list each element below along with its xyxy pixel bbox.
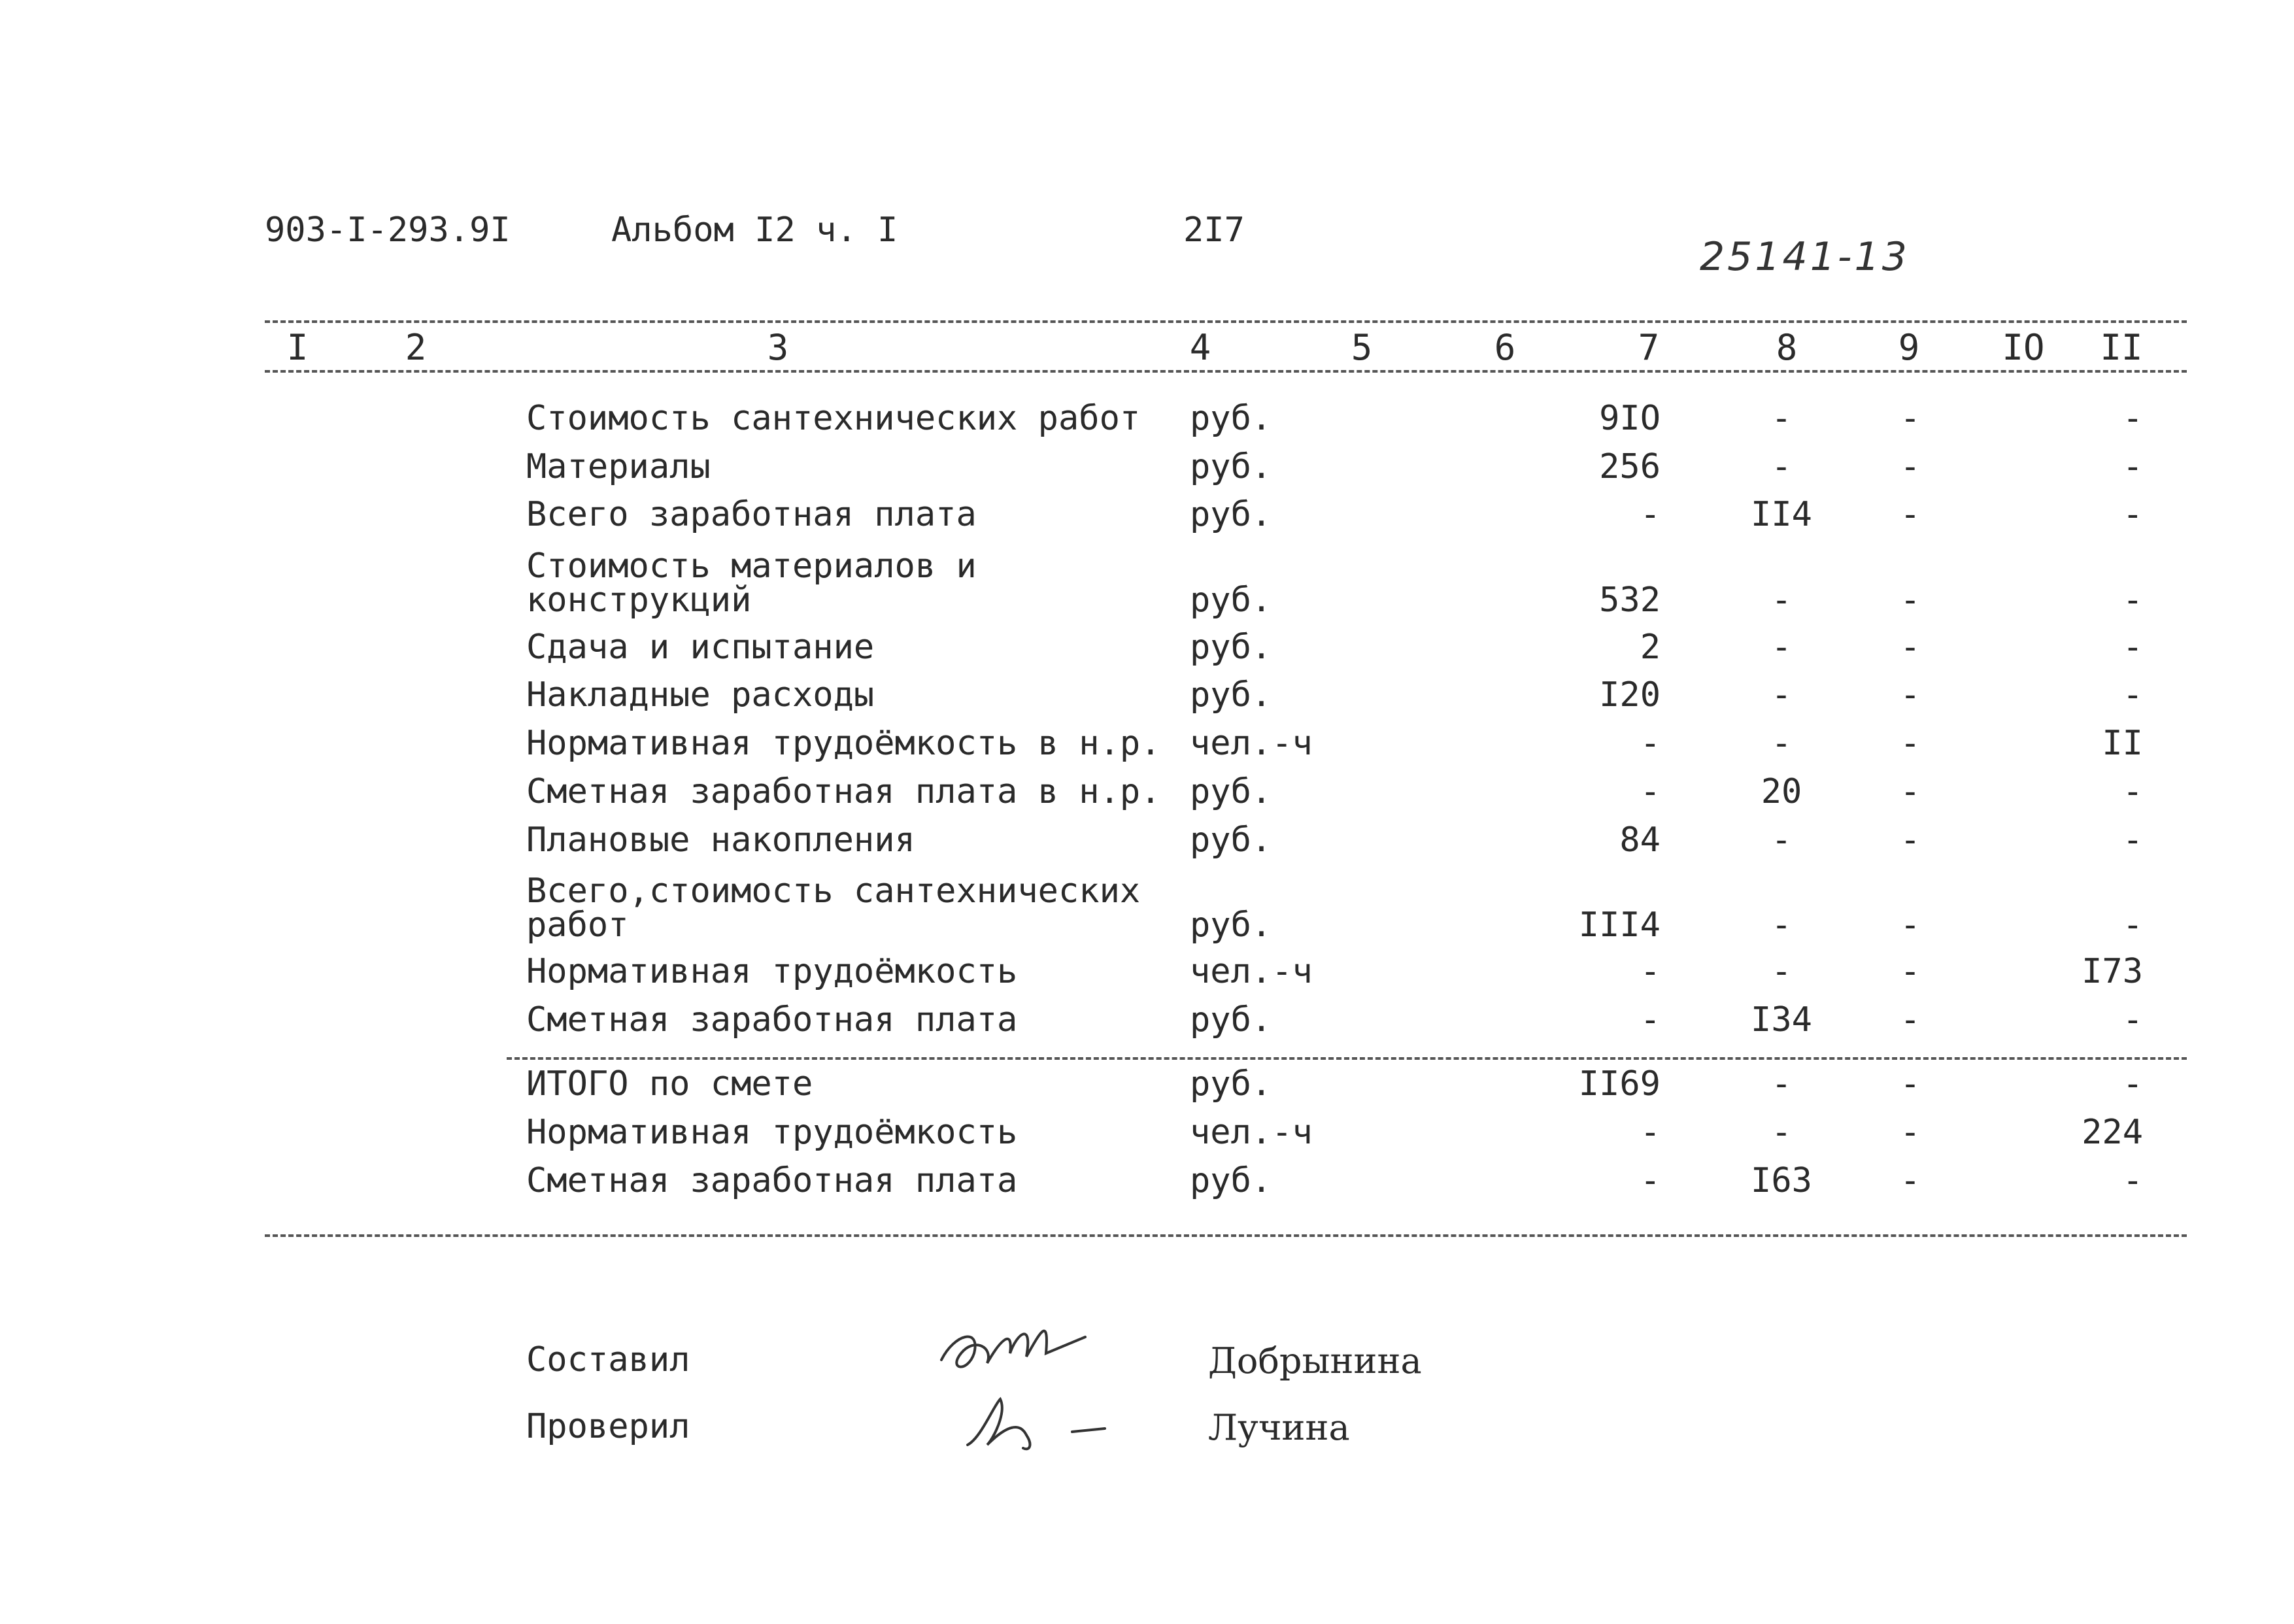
row-name-line: Сметная заработная плата (526, 1000, 1018, 1040)
row-unit: руб. (1190, 447, 1272, 486)
column-number: I (286, 327, 309, 368)
row-unit: чел.-ч (1190, 1113, 1313, 1152)
column-number: 8 (1776, 327, 1798, 368)
row-value-col9: - (1900, 1064, 1921, 1104)
row-value-col8: II4 (1751, 495, 1812, 534)
row-value-col7: 2 (1640, 628, 1661, 667)
subtotal-rule (507, 1057, 2187, 1060)
compiler-signature (935, 1308, 1092, 1393)
row-value-col9: - (1900, 724, 1921, 763)
document-code: 903-I-293.9I (265, 211, 511, 250)
checker-name: Лучина (1208, 1407, 1350, 1448)
row-value-col7: 256 (1599, 447, 1661, 486)
row-unit: руб. (1190, 1064, 1272, 1104)
row-value-col9: - (1900, 952, 1921, 991)
row-value-col8: - (1771, 1064, 1792, 1104)
row-value-col7: 9IO (1599, 399, 1661, 438)
row-name-line: Сдача и испытание (526, 628, 875, 667)
row-value-col7: - (1640, 1113, 1661, 1152)
row-value-col11: - (2122, 399, 2143, 438)
row-name-line: Всего заработная плата (526, 495, 977, 534)
row-value-col8: I63 (1751, 1161, 1812, 1200)
compiled-by-label: Составил (526, 1340, 690, 1379)
row-value-col9: - (1900, 772, 1921, 811)
row-unit: руб. (1190, 1161, 1272, 1200)
row-unit: руб. (1190, 905, 1272, 945)
row-value-col9: - (1900, 628, 1921, 667)
column-number: 9 (1898, 327, 1920, 368)
row-value-col9: - (1900, 447, 1921, 486)
row-name-line: ИТОГО по смете (526, 1064, 813, 1104)
row-value-col7: - (1640, 952, 1661, 991)
row-value-col9: - (1900, 399, 1921, 438)
row-value-col9: - (1900, 581, 1921, 620)
row-value-col8: - (1771, 675, 1792, 715)
row-unit: руб. (1190, 495, 1272, 534)
column-number: 6 (1494, 327, 1516, 368)
row-name-line: Всего,стоимость сантехнических (526, 871, 1141, 911)
row-name-line: Материалы (526, 447, 711, 486)
column-number: II (2100, 327, 2143, 368)
table-header-rule (265, 370, 2187, 373)
row-value-col7: III4 (1578, 905, 1661, 945)
column-number: 3 (767, 327, 789, 368)
row-unit: чел.-ч (1190, 952, 1313, 991)
row-value-col9: - (1900, 1000, 1921, 1040)
row-value-col11: 224 (2082, 1113, 2143, 1152)
row-value-col8: - (1771, 952, 1792, 991)
row-name-line: Плановые накопления (526, 820, 915, 860)
row-value-col8: - (1771, 399, 1792, 438)
row-value-col9: - (1900, 905, 1921, 945)
row-value-col7: 532 (1599, 581, 1661, 620)
row-value-col7: - (1640, 495, 1661, 534)
row-value-col7: II69 (1578, 1064, 1661, 1104)
row-name-line: Нормативная трудоёмкость (526, 952, 1018, 991)
row-value-col11: - (2122, 1064, 2143, 1104)
page-number: 2I7 (1183, 211, 1245, 250)
row-value-col7: - (1640, 1000, 1661, 1040)
table-bottom-rule (265, 1234, 2187, 1237)
row-value-col9: - (1900, 495, 1921, 534)
row-value-col11: - (2122, 447, 2143, 486)
row-value-col11: - (2122, 675, 2143, 715)
row-name-line: конструкций (526, 581, 752, 620)
row-name-line: Сметная заработная плата (526, 1161, 1018, 1200)
row-value-col11: - (2122, 581, 2143, 620)
row-unit: руб. (1190, 628, 1272, 667)
row-value-col8: - (1771, 905, 1792, 945)
album-label: Альбом I2 ч. I (611, 211, 898, 250)
row-unit: чел.-ч (1190, 724, 1313, 763)
row-value-col8: - (1771, 1113, 1792, 1152)
row-value-col11: I73 (2082, 952, 2143, 991)
column-number: 4 (1189, 327, 1211, 368)
column-number: IO (2002, 327, 2045, 368)
row-unit: руб. (1190, 581, 1272, 620)
row-value-col11: - (2122, 905, 2143, 945)
row-value-col11: II (2102, 724, 2143, 763)
row-name-line: Сметная заработная плата в н.р. (526, 772, 1161, 811)
checker-signature (954, 1386, 1111, 1458)
row-value-col7: - (1640, 1161, 1661, 1200)
row-value-col8: - (1771, 628, 1792, 667)
row-value-col7: 84 (1619, 820, 1661, 860)
row-name-line: Нормативная трудоёмкость в н.р. (526, 724, 1161, 763)
checked-by-label: Проверил (526, 1407, 690, 1446)
table-top-rule (265, 320, 2187, 323)
row-value-col8: - (1771, 724, 1792, 763)
row-value-col11: - (2122, 495, 2143, 534)
row-name-line: Стоимость сантехнических работ (526, 399, 1141, 438)
row-value-col9: - (1900, 675, 1921, 715)
row-value-col8: - (1771, 581, 1792, 620)
row-value-col9: - (1900, 820, 1921, 860)
compiler-name: Добрынина (1208, 1340, 1422, 1381)
row-value-col7: I20 (1599, 675, 1661, 715)
row-value-col11: - (2122, 628, 2143, 667)
column-number: 2 (405, 327, 427, 368)
row-unit: руб. (1190, 675, 1272, 715)
row-unit: руб. (1190, 1000, 1272, 1040)
row-value-col9: - (1900, 1161, 1921, 1200)
row-value-col9: - (1900, 1113, 1921, 1152)
row-name-line: Накладные расходы (526, 675, 875, 715)
row-value-col8: I34 (1751, 1000, 1812, 1040)
row-value-col11: - (2122, 1000, 2143, 1040)
row-value-col7: - (1640, 724, 1661, 763)
row-name-line: Стоимость материалов и (526, 547, 977, 586)
row-value-col11: - (2122, 1161, 2143, 1200)
row-unit: руб. (1190, 772, 1272, 811)
column-number: 7 (1638, 327, 1660, 368)
row-value-col11: - (2122, 820, 2143, 860)
row-unit: руб. (1190, 399, 1272, 438)
row-name-line: работ (526, 905, 629, 945)
row-value-col8: - (1771, 820, 1792, 860)
handwritten-stamp-number: 25141-13 (1700, 234, 1910, 280)
row-value-col7: - (1640, 772, 1661, 811)
column-number: 5 (1351, 327, 1373, 368)
row-value-col8: 20 (1761, 772, 1802, 811)
row-value-col11: - (2122, 772, 2143, 811)
row-value-col8: - (1771, 447, 1792, 486)
row-unit: руб. (1190, 820, 1272, 860)
row-name-line: Нормативная трудоёмкость (526, 1113, 1018, 1152)
